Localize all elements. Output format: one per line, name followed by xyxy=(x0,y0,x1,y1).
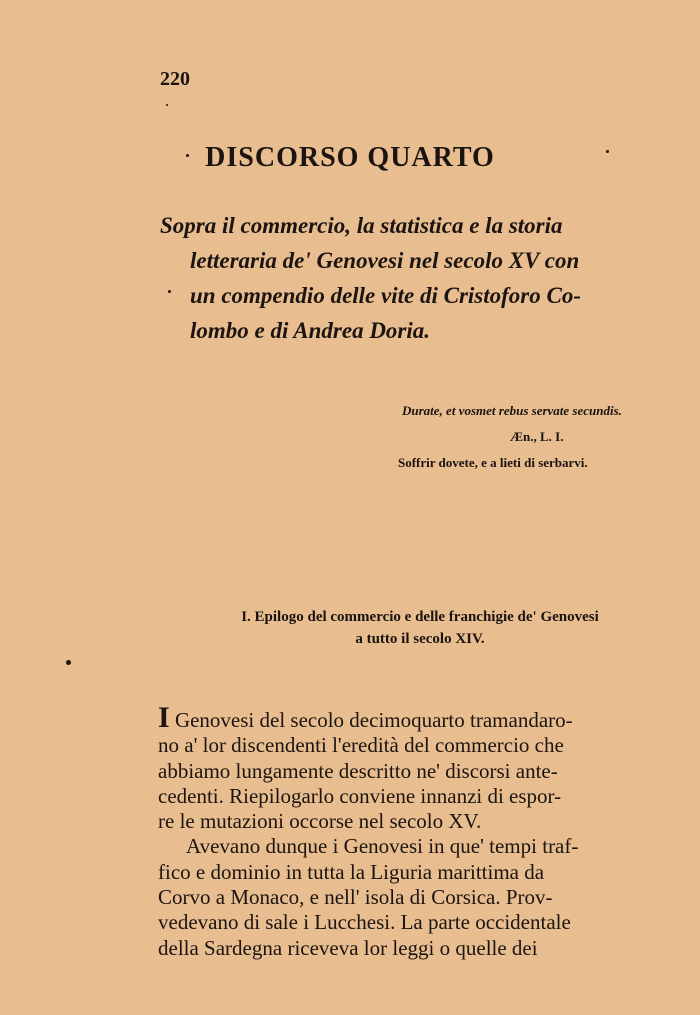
body-line: abbiamo lungamente descritto ne' discorsi ante- xyxy=(158,758,558,783)
chapter-heading: DISCORSO QUARTO xyxy=(205,142,495,173)
epigraph-translation: Soffrir dovete, e a lieti di serbarvi. xyxy=(398,455,588,470)
body-line: no a' lor discendenti l'eredità del commercio che xyxy=(158,733,564,758)
section-title-line: I. Epilogo del commercio e delle franchigie de' Genovesi xyxy=(241,609,599,625)
body-line-text: Genovesi del secolo decimoquarto tramandaro- xyxy=(169,708,573,732)
ink-speck xyxy=(606,150,609,153)
ink-speck xyxy=(166,104,168,106)
body-line xyxy=(158,701,668,734)
body-line: della Sardegna riceveva lor leggi o quelle dei xyxy=(158,935,538,960)
section-title xyxy=(150,606,690,650)
epigraph-source: Æn., L. I. xyxy=(510,429,564,444)
body-line: Avevano dunque i Genovesi in que' tempi traf- xyxy=(186,834,579,859)
ink-speck xyxy=(168,290,171,293)
summary-line: Sopra il commercio, la statistica e la storia xyxy=(160,213,563,238)
body-line: cedenti. Riepilogarlo conviene innanzi di espor- xyxy=(158,783,562,808)
body-line: vedevano di sale i Lucchesi. La parte occidentale xyxy=(158,910,571,935)
page-number: 220 xyxy=(160,68,190,90)
epigraph xyxy=(360,398,660,476)
body-text xyxy=(158,701,668,961)
body-line: Corvo a Monaco, e nell' isola di Corsica. Prov- xyxy=(158,885,553,910)
ink-speck xyxy=(186,154,189,157)
summary-line: un compendio delle vite di Cristoforo Co- xyxy=(190,283,581,308)
body-line: fico e dominio in tutta la Liguria marittima da xyxy=(158,859,545,884)
summary-line: lombo e di Andrea Doria. xyxy=(190,318,431,343)
summary-line: letteraria de' Genovesi nel secolo XV con xyxy=(190,248,580,273)
ink-speck xyxy=(66,660,71,665)
drop-cap: I xyxy=(158,701,170,734)
chapter-summary xyxy=(160,208,680,348)
body-line: re le mutazioni occorse nel secolo XV. xyxy=(158,809,482,834)
epigraph-latin: Durate, et vosmet rebus servate secundis. xyxy=(402,403,622,418)
section-title-line: a tutto il secolo XIV. xyxy=(355,631,485,647)
